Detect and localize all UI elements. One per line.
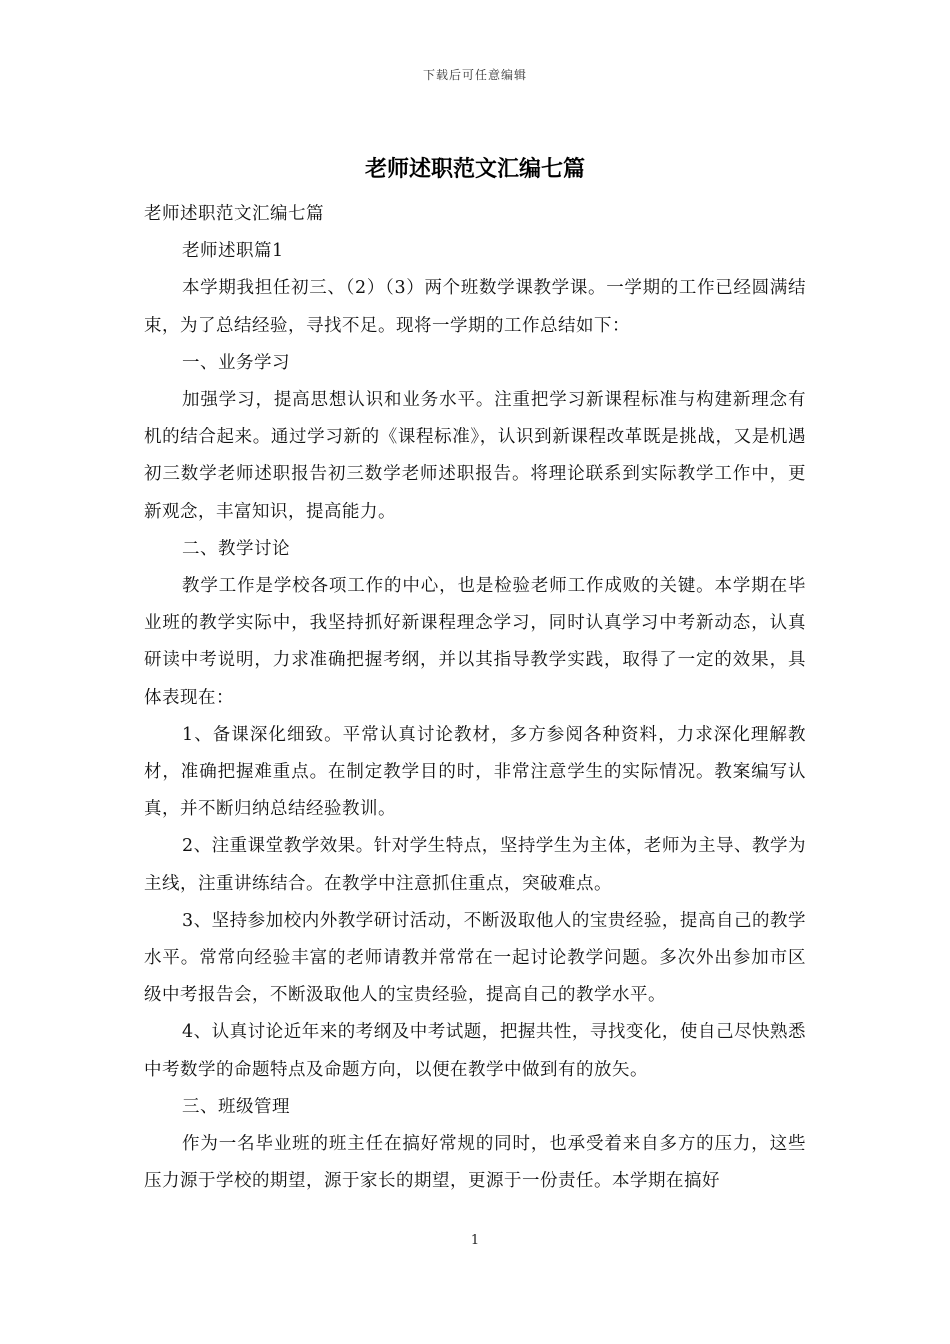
paragraph: 2、注重课堂教学效果。针对学生特点，坚持学生为主体，老师为主导、教学为主线，注重讲练结合。在教学中注意抓住重点，突破难点。 <box>144 836 806 894</box>
page-number: 1 <box>470 1233 480 1248</box>
paragraph: 4、认真讨论近年来的考纲及中考试题，把握共性，寻找变化，使自己尽快熟悉中考数学的命题特点及命题方向，以便在教学中做到有的放矢。 <box>144 1022 806 1080</box>
header-note: 下载后可任意编辑 <box>422 68 527 82</box>
paragraph: 教学工作是学校各项工作的中心，也是检验老师工作成败的关键。本学期在毕业班的教学实际中，我坚持抓好新课程理念学习，同时认真学习中考新动态，认真研读中考说明，力求准确把握考纲，并以其指导教学实践，取得了一定的效果，具体表现在： <box>144 576 806 708</box>
paragraph: 3、坚持参加校内外教学研讨活动，不断汲取他人的宝贵经验，提高自己的教学水平。常常向经验丰富的老师请教并常常在一起讨论教学问题。多次外出参加市区级中考报告会，不断汲取他人的宝贵经验，提高自己的教学水平。 <box>144 910 806 1006</box>
paragraph: 一、业务学习 <box>182 352 290 373</box>
paragraph: 三、班级管理 <box>182 1096 290 1117</box>
paragraph: 老师述职范文汇编七篇 <box>144 204 324 224</box>
paragraph: 1、备课深化细致。平常认真讨论教材，多方参阅各种资料，力求深化理解教材，准确把握难重点。在制定教学目的时，非常注意学生的实际情况。教案编写认真，并不断归纳总结经验教训。 <box>144 724 806 820</box>
paragraph: 老师述职篇1 <box>182 241 284 262</box>
paragraph: 作为一名毕业班的班主任在搞好常规的同时，也承受着来自多方的压力，这些压力源于学校的期望，源于家长的期望，更源于一份责任。本学期在搞好 <box>144 1134 806 1192</box>
paragraph: 加强学习，提高思想认识和业务水平。注重把学习新课程标准与构建新理念有机的结合起来。通过学习新的《课程标准》，认识到新课程改革既是挑战，又是机遇初三数学老师述职报告初三数学老师述职报告。将理论联系到实际教学工作中，更新观念，丰富知识，提高能力。 <box>144 390 806 522</box>
paragraph: 二、教学讨论 <box>182 538 290 559</box>
document-body <box>144 196 806 1200</box>
paragraph: 本学期我担任初三、（2）（3）两个班数学课教学课。一学期的工作已经圆满结束，为了总结经验，寻找不足。现将一学期的工作总结如下： <box>144 278 806 336</box>
document-title: 老师述职范文汇编七篇 <box>364 156 585 182</box>
